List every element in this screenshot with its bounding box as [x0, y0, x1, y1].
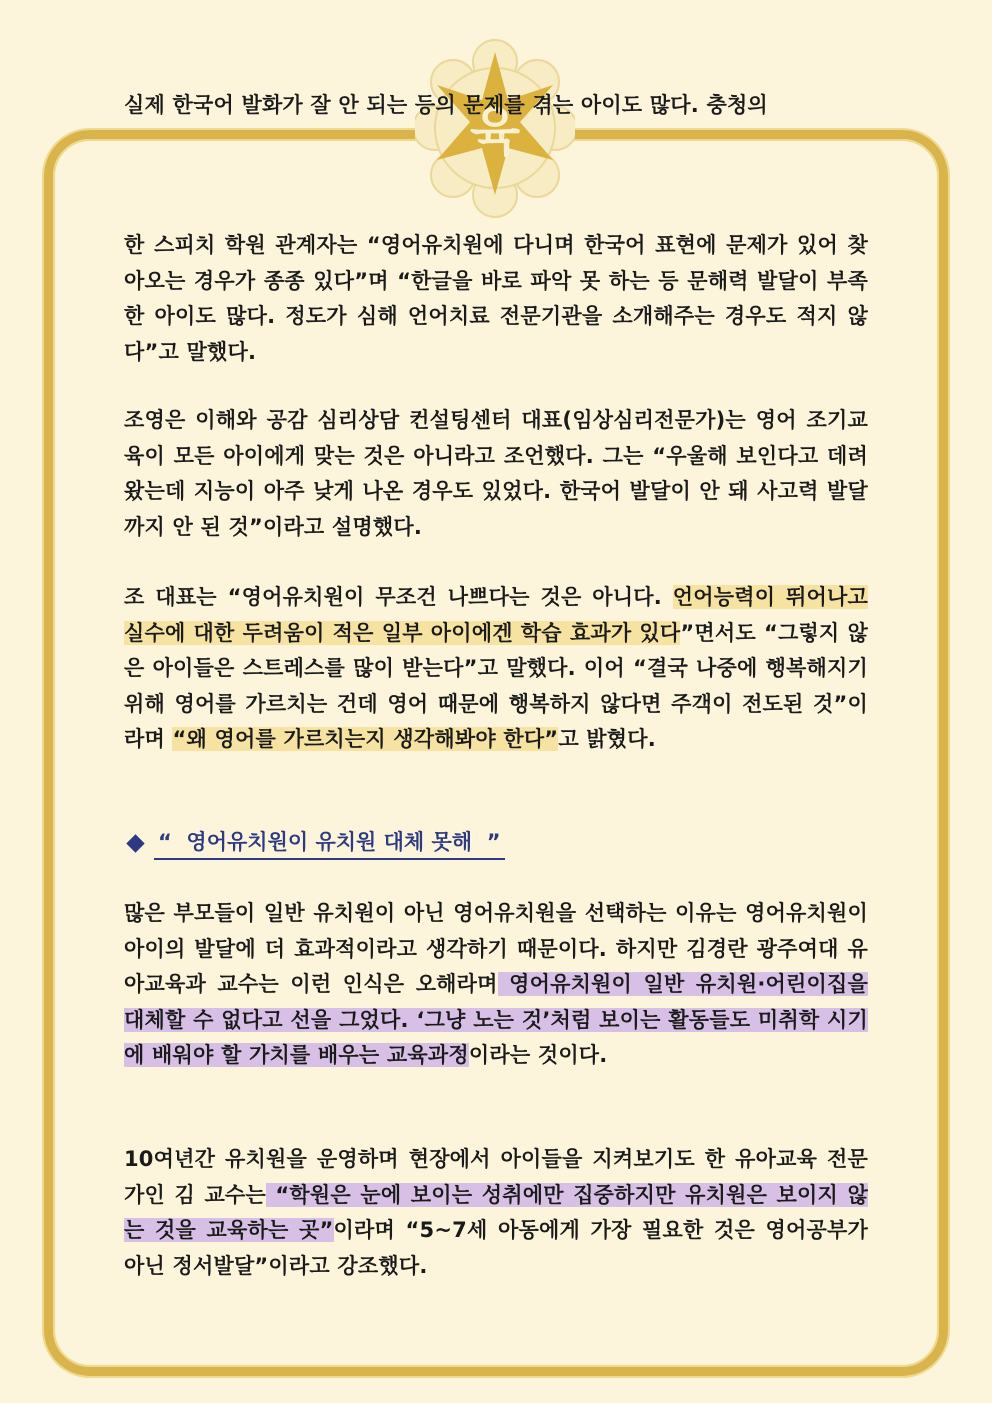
section-heading-title: “ 영어유치원이 유치원 대체 못해 ” [154, 826, 505, 860]
paragraph-0 [124, 88, 868, 124]
paragraph-2-text: 조영은 이해와 공감 심리상담 컨설팅센터 대표(임상심리전문가)는 영어 조기교육이 모든 아이에게 맞는 것은 아니라고 조언했다. 그는 “우울해 보인다고 데려왔는데 지능이 아주 낮게 나온 경우도 있었다. 한국어 발달이 안 돼 사고력 발달까지 안 된 것”이라고 설명했다. [124, 408, 868, 539]
paragraph-3 [124, 580, 868, 758]
paragraph-1-text: 한 스피치 학원 관계자는 “영어유치원에 다니며 한국어 표현에 문제가 있어 찾아오는 경우가 종종 있다”며 “한글을 바로 파악 못 하는 등 문해력 발달이 부족한 아이도 많다. 정도가 심해 언어치료 전문기관을 소개해주는 경우도 적지 않다”고 말했다. [124, 233, 868, 364]
paragraph-3-text-c: ”면서도 “그렇지 않은 아이들은 스트레스를 많이 받는다”고 말했다. 이어 “결국 나중에 행복해지기 위해 영어를 가르치는 건데 영어 때문에 행복하지 않다면 주객이 전도된 것”이라며 [124, 620, 868, 751]
paragraph-3-highlight-2: “왜 영어를 가르치는지 생각해봐야 한다” [172, 727, 559, 751]
paragraph-4-text-c: 이라는 것이다. [468, 1043, 608, 1067]
paragraph-3-text-e: 고 밝혔다. [558, 727, 656, 751]
paragraph-3-highlight-1: 언어능력이 뛰어나고 실수에 대한 두려움이 적은 일부 아이에겐 학습 효과가 있다 [124, 585, 868, 645]
paragraph-5 [124, 1142, 868, 1284]
diamond-bullet-icon [126, 834, 144, 852]
paragraph-5-text-c: 이라며 “5~7세 아동에게 가장 필요한 것은 영어공부가 아닌 정서발달”이라고 강조했다. [124, 1218, 868, 1278]
paragraph-4-highlight: 영어유치원이 일반 유치원·어린이집을 대체할 수 없다고 선을 그었다. ‘그냥 노는 것’처럼 보이는 활동들도 미취학 시기에 배워야 할 가치를 배우는 교육과정 [124, 972, 868, 1067]
paragraph-1 [124, 228, 868, 370]
section-heading [124, 826, 505, 860]
paragraph-3-text-a: 조 대표는 “영어유치원이 무조건 나쁘다는 것은 아니다. [124, 585, 673, 609]
paragraph-2 [124, 403, 868, 545]
paragraph-5-highlight: “학원은 눈에 보이는 성취에만 집중하지만 유치원은 보이지 않는 것을 교육하는 곳” [124, 1182, 868, 1242]
paragraph-4-text-a: 많은 부모들이 일반 유치원이 아닌 영어유치원을 선택하는 이유는 영어유치원이 아이의 발달에 더 효과적이라고 생각하기 때문이다. 하지만 김경란 광주여대 유아교육과 교수는 이런 인식은 오해라며 [124, 901, 868, 996]
paragraph-5-text-a: 10여년간 유치원을 운영하며 현장에서 아이들을 지켜보기도 한 유아교육 전문가인 김 교수는 [124, 1147, 868, 1207]
paragraph-0-text: 실제 한국어 발화가 잘 안 되는 등의 문제를 겪는 아이도 많다. 충청의 [124, 93, 768, 117]
paragraph-4 [124, 896, 868, 1074]
emblem-character: 육 [469, 103, 521, 163]
education-emblem-icon [415, 30, 575, 220]
